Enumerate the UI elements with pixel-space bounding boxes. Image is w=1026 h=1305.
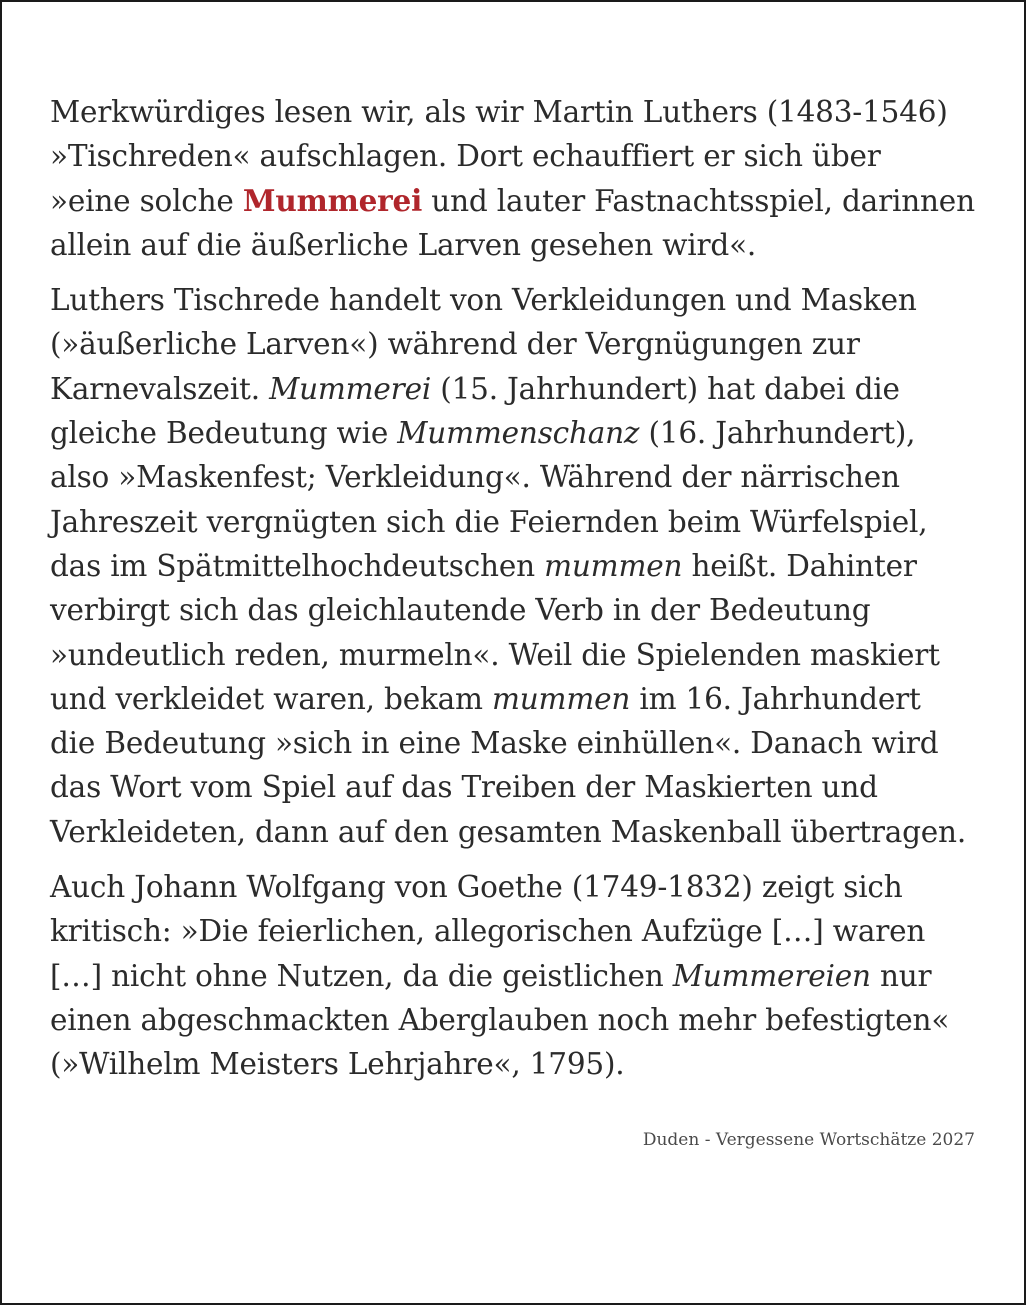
text-segment: »undeutlich reden, murmeln«. Weil die Spielenden maskiert [50,637,940,672]
text-segment: also »Maskenfest; Verkleidung«. Während der närrischen [50,460,900,495]
text-segment: das Wort vom Spiel auf das Treiben der Maskierten und [50,770,878,805]
text-line [50,1042,990,1086]
text-segment: Luthers Tischrede handelt von Verkleidungen und Masken [50,283,917,318]
text-line [50,322,990,366]
text-segment: (16. Jahrhundert), [639,416,916,451]
text-segment: Merkwürdiges lesen wir, als wir Martin Luthers (1483-1546) [50,95,948,129]
text-line [50,633,990,677]
text-line [50,909,990,953]
text-segment: Verkleideten, dann auf den gesamten Maskenball übertragen. [50,814,967,849]
paragraph [50,865,990,1086]
text-line [50,865,990,909]
text-line [50,278,990,322]
text-segment: im 16. Jahrhundert [630,681,921,716]
highlighted-keyword: Mummerei [242,182,423,218]
text-line [50,179,990,223]
text-line [50,500,990,544]
text-segment: nur [870,958,932,993]
text-line [50,677,990,721]
text-line [50,998,990,1042]
text-segment: und verkleidet waren, bekam [50,681,492,716]
text-line [50,544,990,588]
italic-term: Mummerei [269,371,432,406]
text-segment: »Tischreden« aufschlagen. Dort echauffiert er sich über [50,139,881,174]
text-line [50,721,990,765]
text-line [50,810,990,854]
text-line [50,588,990,632]
italic-term: mummen [544,548,683,583]
italic-term: mummen [491,681,631,716]
text-segment: (»Wilhelm Meisters Lehrjahre«, 1795). [50,1047,625,1082]
text-segment: (»äußerliche Larven«) während der Vergnügungen zur [50,327,860,362]
text-line [50,411,990,455]
text-line [50,223,990,267]
text-segment: Jahreszeit vergnügten sich die Feiernden beim Würfelspiel, [50,504,928,539]
text-segment: allein auf die äußerliche Larven gesehen wird«. [50,227,757,262]
text-line [50,765,990,809]
text-segment: (15. Jahrhundert) hat dabei die [431,371,900,406]
text-segment: die Bedeutung »sich in eine Maske einhüllen«. Danach wird [50,726,939,761]
italic-term: Mummereien [672,958,871,993]
text-segment: […] nicht ohne Nutzen, da die geistlichen [50,958,673,993]
text-segment: Auch Johann Wolfgang von Goethe (1749-1832) zeigt sich [50,870,903,905]
text-segment: einen abgeschmackten Aberglauben noch mehr befestigten« [50,1002,950,1037]
text-line [50,954,990,998]
paragraph [50,90,990,267]
text-line [50,90,990,134]
article-body [50,90,990,1098]
text-segment: verbirgt sich das gleichlautende Verb in der Bedeutung [50,593,871,628]
text-segment: das im Spätmittelhochdeutschen [50,548,545,583]
text-segment: Karnevalszeit. [50,371,270,406]
text-segment: und lauter Fastnachtsspiel, darinnen [422,183,975,218]
text-segment: kritisch: »Die feierlichen, allegorischen Aufzüge […] waren [50,914,926,949]
text-segment: gleiche Bedeutung wie [50,416,398,451]
text-line [50,134,990,178]
paragraph [50,278,990,854]
text-segment: heißt. Dahinter [682,548,917,583]
footer-credit: Duden - Vergessene Wortschätze 2027 [642,1130,975,1150]
text-segment: »eine solche [50,183,243,218]
text-line [50,367,990,411]
text-line [50,455,990,499]
italic-term: Mummenschanz [397,416,640,451]
